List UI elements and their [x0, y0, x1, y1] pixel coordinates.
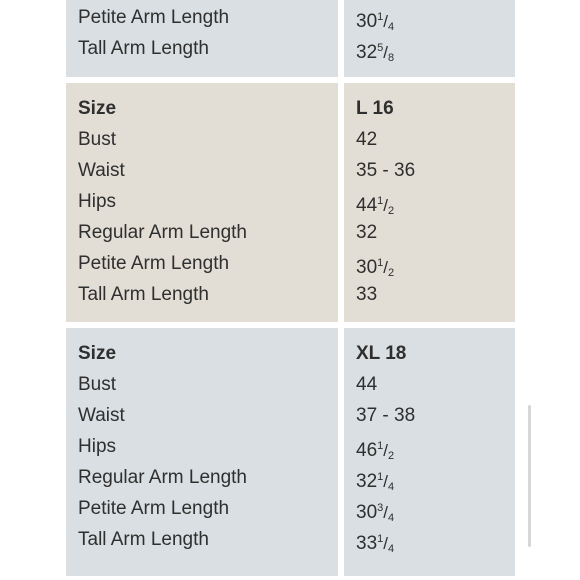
measurement-value	[356, 186, 515, 217]
value-whole: 37 - 38	[356, 405, 416, 426]
value-fraction-denominator: 4	[388, 543, 395, 555]
measurement-value	[356, 279, 515, 310]
measurement-value	[356, 248, 515, 279]
measurement-value	[356, 400, 515, 431]
measurement-value	[356, 369, 515, 400]
measurement-label: Tall Arm Length	[78, 529, 209, 550]
value-fraction-slash: /	[383, 12, 388, 31]
size-header-value: L 16	[356, 98, 394, 119]
value-whole: 33	[356, 533, 378, 554]
measurement-value	[356, 2, 515, 33]
value-whole: 32	[356, 471, 378, 492]
value-fraction-denominator: 8	[388, 52, 395, 64]
measurement-label: Regular Arm Length	[78, 467, 247, 488]
value-fraction-denominator: 4	[388, 481, 395, 493]
value-whole: 32	[356, 222, 378, 243]
value-fraction-slash: /	[383, 441, 388, 460]
value-fraction-numerator: 1	[377, 471, 384, 483]
value-fraction-slash: /	[383, 472, 388, 491]
measurement-label: Bust	[78, 374, 117, 395]
value-fraction-denominator: 2	[388, 450, 395, 462]
value-whole: 33	[356, 284, 378, 305]
size-block	[66, 83, 515, 328]
measurement-label: Petite Arm Length	[78, 7, 230, 28]
value-column	[344, 328, 515, 576]
label-column	[66, 83, 338, 322]
value-fraction-slash: /	[383, 534, 388, 553]
measurement-label: Waist	[78, 405, 125, 426]
value-fraction-numerator: 1	[377, 533, 384, 545]
measurement-value	[356, 431, 515, 462]
measurement-value	[356, 33, 515, 64]
measurement-value	[356, 124, 515, 155]
measurement-value	[356, 155, 515, 186]
measurement-label: Regular Arm Length	[78, 222, 247, 243]
measurement-label: Hips	[78, 191, 117, 212]
label-column	[66, 328, 338, 576]
value-whole: 44	[356, 374, 378, 395]
value-fraction-numerator: 1	[377, 11, 384, 23]
value-whole: 35 - 36	[356, 160, 416, 181]
measurement-value	[356, 493, 515, 524]
measurement-label: Bust	[78, 129, 117, 150]
measurement-label: Petite Arm Length	[78, 498, 230, 519]
value-whole: 32	[356, 42, 378, 63]
size-block	[66, 0, 515, 83]
label-column	[66, 0, 338, 77]
size-header-label: Size	[78, 343, 117, 364]
value-whole: 30	[356, 11, 378, 32]
size-chart-table	[66, 0, 515, 576]
value-column	[344, 83, 515, 322]
value-whole: 42	[356, 129, 378, 150]
measurement-value	[356, 217, 515, 248]
measurement-label: Waist	[78, 160, 125, 181]
measurement-label: Petite Arm Length	[78, 253, 230, 274]
value-fraction-numerator: 1	[377, 257, 384, 269]
measurement-label: Tall Arm Length	[78, 284, 209, 305]
value-whole: 30	[356, 257, 378, 278]
value-fraction-slash: /	[383, 196, 388, 215]
value-fraction-numerator: 1	[377, 440, 384, 452]
measurement-value	[356, 462, 515, 493]
value-fraction-denominator: 2	[388, 267, 395, 279]
value-column	[344, 0, 515, 77]
value-fraction-numerator: 5	[377, 42, 384, 54]
value-fraction-numerator: 3	[377, 502, 384, 514]
scrollbar[interactable]	[528, 405, 531, 547]
value-fraction-denominator: 4	[388, 512, 395, 524]
value-whole: 44	[356, 195, 378, 216]
value-fraction-slash: /	[383, 43, 388, 62]
size-header-value: XL 18	[356, 343, 407, 364]
size-header-label: Size	[78, 98, 117, 119]
value-whole: 46	[356, 440, 378, 461]
value-fraction-slash: /	[383, 258, 388, 277]
measurement-label: Hips	[78, 436, 117, 457]
value-whole: 30	[356, 502, 378, 523]
value-fraction-numerator: 1	[377, 195, 384, 207]
measurement-label: Tall Arm Length	[78, 38, 209, 59]
size-block	[66, 328, 515, 576]
measurement-value	[356, 524, 515, 555]
value-fraction-denominator: 4	[388, 21, 395, 33]
value-fraction-denominator: 2	[388, 205, 395, 217]
value-fraction-slash: /	[383, 503, 388, 522]
